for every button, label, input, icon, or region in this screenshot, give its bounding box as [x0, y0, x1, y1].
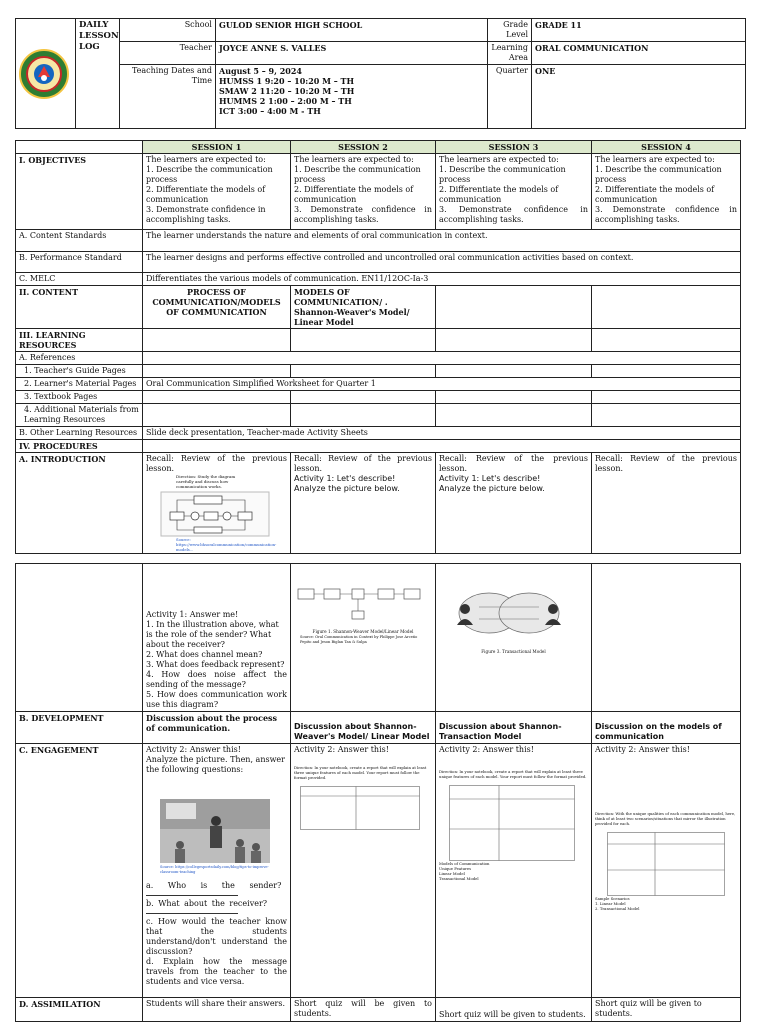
answer-line [146, 894, 238, 896]
transactional-model-caption: Figure 3. Transactional Model [481, 649, 546, 654]
worksheet-4-row-transactional: 2. Transactional Model [595, 906, 640, 911]
blank-cell [143, 329, 291, 352]
figure-source: Source: https://www.bhsoralcommunication/communication-models... [176, 537, 277, 552]
melc-label: C. MELC [16, 273, 143, 286]
linear-worksheet-table [300, 786, 420, 830]
objective-item: 2. Differentiate the models of communication [595, 185, 715, 204]
objectives-intro: The learners are expected to: [439, 155, 559, 164]
dates-value: August 5 – 9, 2024 [219, 66, 302, 76]
blank-cell [291, 391, 436, 404]
school-value: GULOD SENIOR HIGH SCHOOL [216, 19, 488, 42]
content-standards-value: The learner understands the nature and elements of oral communication in context. [143, 230, 741, 252]
dates-label: Teaching Dates and Time [120, 65, 216, 129]
transactional-worksheet-table [449, 785, 575, 861]
linear-model-caption: Figure 1. Shannon-Weaver Model/Linear Model [312, 629, 414, 634]
objective-item: 1. Describe the communication process [595, 165, 722, 184]
dates-cell [216, 65, 488, 129]
objective-item: 1. Describe the communication process [146, 165, 273, 184]
worksheet-4-direction: Direction: With the unique qualities of each communication model, here, think of at least two scenarios/situations that mirror the illustration provided for each. [595, 811, 736, 826]
engagement-session-4 [592, 744, 741, 998]
blank-cell [16, 141, 143, 154]
session-header: SESSION 2 [291, 141, 436, 154]
activity-1-title: Activity 1: Let's describe! [294, 474, 396, 483]
blank-cell [592, 329, 741, 352]
blank-cell [291, 329, 436, 352]
linear-model-diagram [294, 577, 430, 629]
answer-line [146, 912, 238, 914]
objectives-cell [291, 154, 436, 230]
transactional-model-diagram [439, 577, 579, 649]
objectives-cell [592, 154, 741, 230]
assimilation-session-1: Students will share their answers. [143, 998, 291, 1022]
development-label: B. DEVELOPMENT [16, 712, 143, 744]
learners-material-value: Oral Communication Simplified Worksheet for Quarter 1 [143, 378, 741, 391]
introduction-session-3 [436, 453, 592, 554]
classroom-photo [160, 799, 270, 863]
activity-2-title: Activity 2: Answer this! [146, 745, 241, 754]
objectives-intro: The learners are expected to: [294, 155, 414, 164]
schedule-line: HUMMS 2 1:00 – 2:00 M – TH [219, 96, 352, 106]
performance-standard-value: The learner designs and performs effective controlled and uncontrolled oral communication activities based on context. [143, 252, 741, 273]
activity-2-title: Activity 2: Answer this! [595, 745, 690, 754]
figure-direction: Direction: Study the diagram carefully and discuss how communication works. [176, 474, 236, 489]
objectives-label: I. OBJECTIVES [16, 154, 143, 230]
melc-value: Differentiates the various models of communication. EN11/12OC-Ia-3 [143, 273, 741, 286]
worksheet-transactional: Transactional Model [439, 876, 479, 881]
session-header: SESSION 4 [592, 141, 741, 154]
blank-cell [592, 564, 741, 712]
worksheet-4-col-scenarios: Sample Scenarios [595, 896, 630, 901]
quarter-value: ONE [532, 65, 746, 129]
grade-value: GRADE 11 [532, 19, 746, 42]
worksheet-direction: Direction: In your notebook, create a report that will explain at least three unique features of each model. Your report must follow the format provided. [294, 765, 427, 780]
assimilation-session-4: Short quiz will be given to students. [592, 998, 741, 1022]
blank-cell [291, 365, 436, 378]
linear-model-source: Source: Oral Communication in Context by Philippe Jose Arceño Pepito and Jeson Biglan Tan & Sulpa [300, 635, 418, 644]
question-item: 1. In the illustration above, what is the role of the sender? What about the receiver? [146, 620, 279, 649]
teachers-guide-label: 1. Teacher's Guide Pages [16, 365, 143, 378]
introduction-session-1 [143, 453, 291, 554]
engagement-session-3 [436, 744, 592, 998]
objective-item: 2. Differentiate the models of communication [439, 185, 559, 204]
quarter-label: Quarter [488, 65, 532, 129]
blank-cell [436, 404, 592, 427]
blank-cell [592, 391, 741, 404]
objectives-intro: The learners are expected to: [146, 155, 266, 164]
transactional-model-figure-cell [436, 564, 592, 712]
activity-2-title: Activity 2: Answer this! [294, 745, 389, 754]
recall-text: Recall: Review of the previous lesson. [294, 454, 432, 473]
scenario-worksheet-table [607, 832, 725, 896]
activity-1-title: Activity 1: Let's describe! [439, 474, 541, 483]
assimilation-session-2: Short quiz will be given to students. [291, 998, 436, 1022]
assimilation-label: D. ASSIMILATION [16, 998, 143, 1022]
question-a: a. Who is the sender? [146, 881, 282, 890]
activity-2-title: Activity 2: Answer this! [439, 745, 534, 754]
blank-cell [592, 404, 741, 427]
engagement-label: C. ENGAGEMENT [16, 744, 143, 998]
content-label: II. CONTENT [16, 286, 143, 329]
blank-cell [436, 329, 592, 352]
introduction-session-2 [291, 453, 436, 554]
learners-material-label: 2. Learner's Material Pages [16, 378, 143, 391]
objective-item: 3. Demonstrate confidence in accomplishing tasks. [439, 205, 588, 224]
header-table [15, 18, 746, 129]
blank-cell [436, 365, 592, 378]
schedule-line: SMAW 2 11:20 – 10:20 M – TH [219, 86, 355, 96]
area-label: Learning Area [488, 42, 532, 65]
schedule-line: ICT 3:00 – 4:00 M - TH [219, 106, 321, 116]
other-resources-value: Slide deck presentation, Teacher-made Activity Sheets [143, 427, 741, 440]
objective-item: 2. Differentiate the models of communication [294, 185, 414, 204]
resources-label: III. LEARNING RESOURCES [16, 329, 143, 352]
question-b: b. What about the receiver? [146, 899, 268, 908]
recall-text: Recall: Review of the previous lesson. [439, 454, 588, 473]
blank-cell [291, 404, 436, 427]
blank-cell [436, 286, 592, 329]
worksheet-col-features: Unique Features [439, 866, 472, 871]
introduction-session-4 [592, 453, 741, 554]
lesson-table-continued [15, 563, 741, 1022]
teacher-value: JOYCE ANNE S. VALLES [216, 42, 488, 65]
analyze-instruction: Analyze the picture. Then, answer the following questions: [146, 755, 285, 774]
blank-cell [143, 404, 291, 427]
schedule-line: HUMSS 1 9:20 – 10:20 M – TH [219, 76, 355, 86]
blank-cell [592, 286, 741, 329]
objective-item: 3. Demonstrate confidence in accomplishing tasks. [595, 205, 737, 224]
objective-item: 1. Describe the communication process [294, 165, 421, 184]
objectives-cell [143, 154, 291, 230]
worksheet-col-models: Models of Communication [439, 861, 490, 866]
blank-cell [143, 391, 291, 404]
activity-1-questions [143, 564, 291, 712]
worksheet-direction: Direction: In your notebook, create a report that will explain at least three unique features of each model. Your report must follow the format provided. [439, 769, 587, 779]
recall-text: Recall: Review of the previous lesson. [595, 454, 737, 473]
school-seal-icon [18, 48, 70, 100]
log-title: DAILY LESSON LOG [76, 19, 120, 129]
blank-cell [143, 352, 741, 365]
blank-cell [143, 365, 291, 378]
question-d: d. Explain how the message travels from the teacher to the students and vice versa. [146, 957, 287, 986]
objective-item: 3. Demonstrate confidence in accomplishing tasks. [146, 205, 266, 224]
blank-cell [143, 440, 741, 453]
content-session-2: MODELS OF COMMUNICATION/ . Shannon-Weaver's Model/ Linear Model [291, 286, 436, 329]
recall-text: Recall: Review of the previous lesson. [146, 454, 287, 473]
development-session-4: Discussion on the models of communication [592, 712, 741, 744]
school-label: School [120, 19, 216, 42]
school-logo [16, 19, 76, 129]
textbook-pages-label: 3. Textbook Pages [16, 391, 143, 404]
communication-process-diagram [160, 491, 270, 537]
development-session-2: Discussion about Shannon-Weaver's Model/ Linear Model [291, 712, 436, 744]
development-session-3: Discussion about Shannon-Transaction Model [436, 712, 592, 744]
objectives-cell [436, 154, 592, 230]
engagement-session-2 [291, 744, 436, 998]
content-session-1: PROCESS OF COMMUNICATION/MODELS OF COMMUNICATION [143, 286, 291, 329]
worksheet-linear: Linear Model [439, 871, 465, 876]
analyze-text: Analyze the picture below. [439, 484, 545, 493]
photo-source: Source: https://collegesportsdaily.com/blog/tips-to-improve-classroom-teaching [160, 865, 269, 874]
session-header: SESSION 3 [436, 141, 592, 154]
activity-1-answer-title: Activity 1: Answer me! [146, 610, 239, 619]
linear-model-figure-cell [291, 564, 436, 712]
procedures-label: IV. PROCEDURES [16, 440, 143, 453]
introduction-label: A. INTRODUCTION [16, 453, 143, 554]
question-item: 5. How does communication work use this diagram? [146, 690, 287, 709]
other-resources-label: B. Other Learning Resources [16, 427, 143, 440]
blank-cell [592, 365, 741, 378]
performance-standard-label: B. Performance Standard [16, 252, 143, 273]
blank-cell [436, 391, 592, 404]
question-item: 3. What does feedback represent? [146, 660, 285, 669]
content-standards-label: A. Content Standards [16, 230, 143, 252]
lesson-table [15, 140, 741, 554]
development-session-1: Discussion about the process of communication. [143, 712, 291, 744]
question-c: c. How would the teacher know that the students understand/don't understand the discussion? [146, 917, 287, 956]
session-header: SESSION 1 [143, 141, 291, 154]
grade-label: Grade Level [488, 19, 532, 42]
objective-item: 2. Differentiate the models of communication [146, 185, 266, 204]
objective-item: 3. Demonstrate confidence in accomplishing tasks. [294, 205, 432, 224]
question-item: 2. What does channel mean? [146, 650, 263, 659]
assimilation-session-3: Short quiz will be given to students. [436, 998, 592, 1022]
objectives-intro: The learners are expected to: [595, 155, 715, 164]
question-item: 4. How does noise affect the sending of the message? [146, 670, 287, 689]
area-value: ORAL COMMUNICATION [532, 42, 746, 65]
additional-materials-label: 4. Additional Materials from Learning Resources [16, 404, 143, 427]
objective-item: 1. Describe the communication process [439, 165, 566, 184]
engagement-session-1 [143, 744, 291, 998]
worksheet-4-row-linear: 1. Linear Model [595, 901, 626, 906]
blank-cell [16, 564, 143, 712]
analyze-text: Analyze the picture below. [294, 484, 400, 493]
teacher-label: Teacher [120, 42, 216, 65]
references-label: A. References [16, 352, 143, 365]
